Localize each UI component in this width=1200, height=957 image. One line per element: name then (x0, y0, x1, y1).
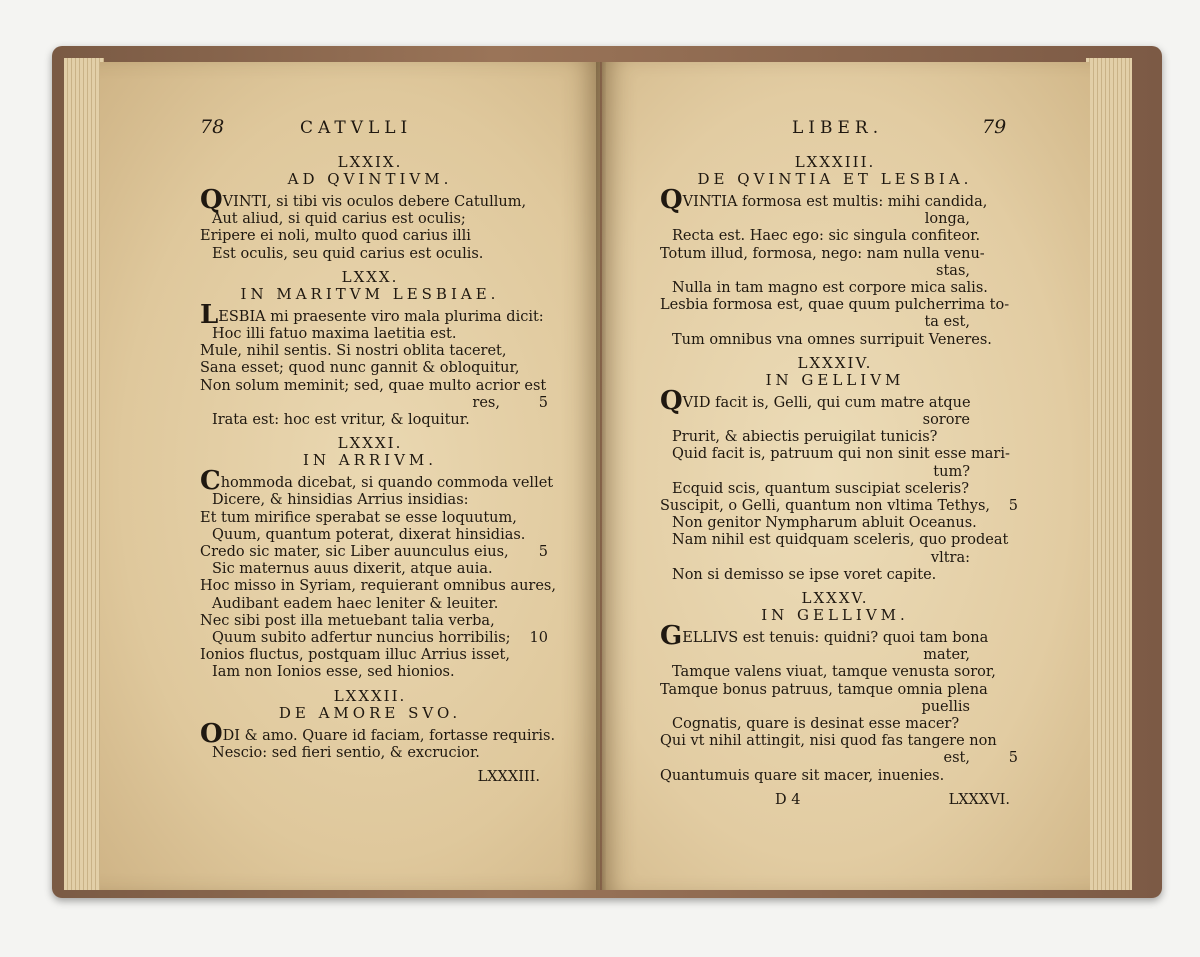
verse-line (200, 492, 540, 509)
verse-text: Et tum mirifice sperabat se esse loquutum, (200, 509, 517, 526)
poem-title: IN ARRIVM. (302, 451, 438, 470)
right-text-body (660, 153, 1018, 809)
verse-line (200, 394, 548, 412)
verse-text: Quum subito adfertur nuncius horribilis; (212, 630, 511, 647)
verse-line (200, 664, 540, 681)
line-number: 5 (538, 394, 548, 411)
verse-line (200, 613, 540, 630)
verse-line (660, 297, 1010, 314)
drop-initial: O (200, 718, 223, 749)
verse-text: Audibant eadem haec leniter & leuiter. (212, 595, 499, 612)
line-number: 5 (1008, 750, 1018, 767)
verse-text: Nec sibi post illa metuebant talia verba, (200, 612, 495, 629)
poem-number: LXXXI. (337, 434, 403, 453)
verse-line (660, 228, 1010, 245)
verse-text: vltra: (930, 549, 970, 566)
verse-text: Cognatis, quare is desinat esse macer? (672, 716, 960, 733)
line-number: 10 (529, 630, 548, 647)
drop-initial: Q (660, 185, 683, 215)
verse-line (660, 621, 1010, 652)
left-poems (200, 153, 556, 762)
verse-line (660, 550, 1010, 567)
verse-line (200, 630, 548, 647)
verse-line (200, 745, 540, 762)
verse-text: Sic maternus auus dixerit, atque auia. (212, 561, 493, 578)
verse-line (660, 464, 1010, 481)
book-gutter (596, 62, 606, 890)
drop-initial: L (200, 299, 219, 330)
drop-initial: Q (200, 185, 223, 215)
poem-title: IN MARITVM LESBIAE. (240, 284, 500, 303)
line-number: 5 (538, 544, 548, 561)
verse-text: ta est, (924, 314, 970, 331)
verse-line (660, 699, 1010, 716)
verse-line (660, 385, 1010, 416)
verse-line (660, 446, 1010, 463)
verse-line (660, 647, 1010, 664)
verse-line (660, 280, 1010, 297)
verse-line (660, 768, 1010, 785)
verse-line (660, 314, 1010, 331)
verse-text: Tum omnibus vna omnes surripuit Veneres. (672, 331, 992, 348)
verse-text: Irata est: hoc est vritur, & loquitur. (212, 412, 470, 429)
verse-line (660, 211, 1010, 228)
verse-text: Iam non Ionios esse, sed hionios. (212, 664, 455, 681)
verse-text: Tamque bonus patruus, tamque omnia plena (660, 681, 988, 698)
right-page-stack (1086, 58, 1132, 890)
verse-text: est, (943, 750, 970, 767)
verse-text: Quid facit is, patruum qui non sinit esse mari- (672, 446, 1010, 463)
verse-line (200, 211, 540, 228)
verse-text: puellis (921, 698, 970, 715)
verse-text: tum? (933, 463, 970, 480)
verse-text: Non si demisso se ipse voret capite. (672, 566, 937, 583)
verse-line (660, 412, 1010, 429)
verse-line (660, 664, 1010, 681)
verse-line (200, 299, 544, 330)
verse-line (200, 246, 540, 263)
verse-line (200, 360, 540, 377)
verse-line (200, 647, 540, 664)
verse-text: sorore (922, 412, 970, 429)
verse-line (200, 544, 548, 561)
verse-line (200, 596, 540, 613)
verse-line (660, 498, 1018, 515)
poem-title: AD QVINTIVM. (287, 170, 453, 188)
verse-line (200, 326, 540, 343)
poem-number: LXXX. (341, 267, 399, 286)
verse-text: Qui vt nihil attingit, nisi quod fas tangere non (660, 733, 997, 750)
verse-line (660, 532, 1010, 549)
left-page-number: 78 (200, 116, 225, 138)
poem-title: IN GELLIVM (765, 370, 905, 389)
left-page-stack (64, 58, 104, 890)
verse-text: Totum illud, formosa, nego: nam nulla venu- (660, 245, 985, 262)
left-running-header: CATVLLI (300, 118, 413, 138)
poem-block (200, 434, 556, 681)
drop-initial: Q (660, 385, 683, 416)
verse-text: Mule, nihil sentis. Si nostri oblita taceret, (200, 343, 507, 360)
verse-line (660, 682, 1010, 699)
right-poems (660, 153, 1018, 785)
verse-text: Dicere, & hinsidias Arrius insidias: (212, 492, 469, 509)
verse-line (660, 567, 1010, 584)
verse-text: Non solum meminit; sed, quae multo acrior est (200, 377, 547, 394)
poem-number: LXXXIII. (794, 153, 876, 171)
verse-text: Nescio: sed fieri sentio, & excrucior. (212, 744, 480, 761)
verse-text: Suscipit, o Gelli, quantum non vltima Tethys, (660, 498, 991, 515)
verse-text: VINTI, si tibi vis oculos debere Catullum, (222, 194, 527, 210)
poem-number: LXXIX. (337, 153, 403, 171)
verse-text: Ionios fluctus, postquam illuc Arrius isset, (200, 647, 510, 664)
left-catchword: LXXXIII. (477, 769, 540, 786)
verse-text: res, (472, 394, 500, 411)
verse-line (660, 246, 1010, 263)
verse-text: stas, (936, 262, 970, 279)
verse-text: VID facit is, Gelli, qui cum matre atque (682, 394, 971, 411)
verse-line (200, 228, 540, 245)
right-page-number: 79 (982, 116, 1007, 138)
poem-title: DE AMORE SVO. (278, 703, 462, 722)
verse-line (200, 578, 556, 595)
verse-line (200, 510, 540, 527)
verse-line (660, 429, 1010, 446)
verse-text: mater, (923, 647, 970, 664)
poem-number: LXXXII. (333, 686, 407, 705)
verse-text: Nulla in tam magno est corpore mica salis. (672, 280, 988, 297)
poem-number: LXXXIV. (797, 353, 873, 372)
verse-line (200, 377, 547, 395)
verse-text: Nam nihil est quidquam sceleris, quo prodeat (672, 532, 1009, 549)
verse-text: Tamque valens viuat, tamque venusta soror, (672, 664, 996, 681)
verse-text: Non genitor Nympharum abluit Oceanus. (672, 515, 977, 532)
verse-line (200, 343, 540, 360)
right-running-header: LIBER. (792, 118, 884, 138)
poem-block (660, 353, 1018, 584)
right-footer (660, 791, 1010, 809)
verse-text: Prurit, & abiectis peruigilat tunicis? (672, 429, 938, 446)
right-page (602, 62, 1090, 890)
line-number: 5 (1008, 498, 1018, 515)
verse-line (660, 481, 1010, 498)
poem-block (200, 267, 548, 429)
poem-block (200, 686, 556, 762)
verse-text: VINTIA formosa est multis: mihi candida, (682, 194, 988, 210)
verse-text: Sana esset; quod nunc gannit & obloquitur, (200, 360, 520, 377)
verse-text: DI & amo. Quare id faciam, fortasse requiris. (222, 727, 556, 744)
drop-initial: G (660, 621, 683, 652)
verse-line (200, 412, 540, 429)
verse-line (660, 185, 1010, 215)
verse-line (660, 716, 1010, 733)
verse-text: ELLIVS est tenuis: quidni? quoi tam bona (682, 630, 989, 647)
verse-text: ESBIA mi praesente viro mala plurima dicit: (218, 308, 544, 325)
verse-text: Recta est. Haec ego: sic singula confiteor. (672, 228, 981, 245)
verse-line (200, 527, 540, 544)
verse-line (660, 263, 1010, 280)
poem-block (660, 154, 1010, 349)
verse-line (200, 466, 554, 497)
verse-text: Hoc misso in Syriam, requierant omnibus aures, (200, 578, 556, 595)
poem-block (660, 589, 1018, 785)
verse-text: hommoda dicebat, si quando commoda vellet (220, 475, 554, 492)
verse-text: Hoc illi fatuo maxima laetitia est. (212, 326, 457, 343)
verse-line (660, 750, 1018, 767)
verse-line (200, 185, 540, 215)
verse-text: Lesbia formosa est, quae quum pulcherrima to- (660, 297, 1010, 314)
poem-title: IN GELLIVM. (761, 606, 909, 625)
verse-line (660, 733, 1010, 750)
verse-line (660, 515, 1010, 532)
poem-number: LXXXV. (801, 589, 869, 608)
verse-text: Ecquid scis, quantum suscipiat sceleris? (672, 480, 969, 497)
poem-title: DE QVINTIA ET LESBIA. (697, 170, 973, 188)
poem-block (200, 154, 540, 263)
verse-line (660, 332, 1010, 349)
verse-line (200, 718, 556, 749)
verse-line (200, 561, 540, 578)
left-text-body (200, 153, 556, 786)
verse-text: Quantumuis quare sit macer, inuenies. (660, 767, 945, 784)
right-catchword: LXXXVI. (948, 791, 1010, 808)
verse-text: Quum, quantum poterat, dixerat hinsidias. (212, 526, 526, 543)
verse-text: Credo sic mater, sic Liber auunculus eius, (200, 544, 509, 561)
signature-mark: D 4 (775, 791, 801, 808)
verse-text: Eripere ei noli, multo quod carius illi (200, 228, 471, 245)
drop-initial: C (200, 466, 221, 497)
verse-text: Est oculis, seu quid carius est oculis. (212, 245, 484, 262)
left-page (100, 62, 600, 890)
verse-text: Aut aliud, si quid carius est oculis; (212, 211, 466, 228)
verse-text: longa, (924, 211, 970, 228)
